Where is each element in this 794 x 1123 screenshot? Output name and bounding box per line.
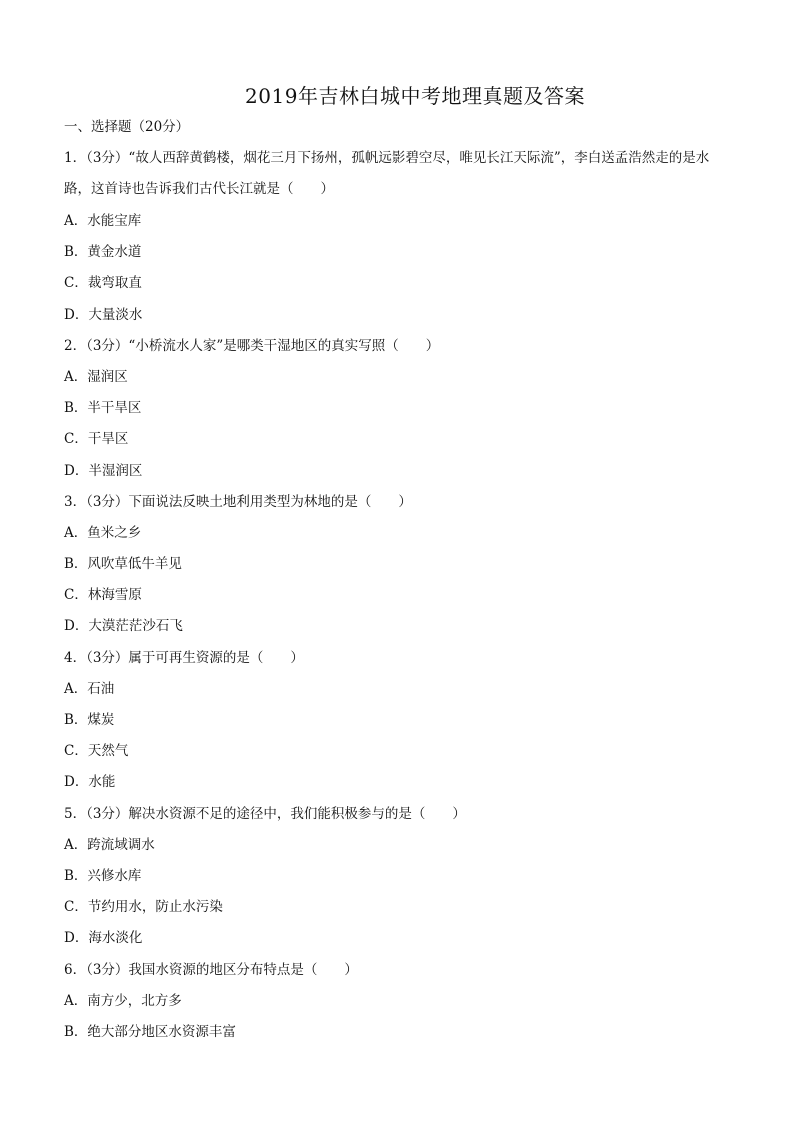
document-title: 2019年吉林白城中考地理真题及答案 [245, 84, 585, 108]
question-6-stem: 6．（3分）我国水资源的地区分布特点是（ ） [64, 961, 358, 978]
question-4-stem: 4．（3分）属于可再生资源的是（ ） [64, 649, 304, 666]
question-4-option-a: A．石油 [64, 680, 115, 697]
question-6-option-b: B．绝大部分地区水资源丰富 [64, 1023, 236, 1040]
question-2-option-b: B．半干旱区 [64, 400, 142, 417]
question-4-option-b: B．煤炭 [64, 712, 115, 728]
question-1-option-d: D．大量淡水 [64, 306, 143, 323]
question-5-option-d: D．海水淡化 [64, 930, 143, 947]
question-3-stem: 3．（3分）下面说法反映土地利用类型为林地的是（ ） [64, 493, 412, 510]
question-3-option-b: B．风吹草低牛羊见 [64, 556, 182, 573]
question-1-option-a: A．水能宝库 [64, 213, 142, 229]
question-5-option-a: A．跨流域调水 [64, 836, 155, 853]
question-4-option-c: C．天然气 [64, 743, 129, 760]
section-heading: 一、选择题（20分） [64, 119, 190, 135]
question-2-option-c: C．干旱区 [64, 431, 129, 448]
question-2-stem: 2．（3分）“小桥流水人家”是哪类干湿地区的真实写照（ ） [64, 337, 440, 354]
question-2-option-d: D．半湿润区 [64, 462, 143, 479]
question-5-option-c: C．节约用水，防止水污染 [64, 899, 223, 916]
question-3-option-c: C．林海雪原 [64, 587, 142, 604]
question-5-option-b: B．兴修水库 [64, 867, 142, 884]
question-5-stem: 5．（3分）解决水资源不足的途径中，我们能积极参与的是（ ） [64, 805, 466, 822]
question-3-option-d: D．大漠茫茫沙石飞 [64, 618, 183, 635]
question-1-stem: 1．（3分）“故人西辞黄鹤楼，烟花三月下扬州，孤帆远影碧空尽，唯见长江天际流”，李白送孟浩然走的是水路，这首诗也告诉我们古代长江就是（ ） [64, 150, 710, 197]
question-1-option-b: B．黄金水道 [64, 244, 142, 261]
question-3-option-a: A．鱼米之乡 [64, 524, 142, 541]
question-2-option-a: A．湿润区 [64, 368, 128, 385]
document-body [64, 116, 734, 1052]
question-6-option-a: A．南方少，北方多 [64, 992, 182, 1009]
question-4-option-d: D．水能 [64, 774, 116, 791]
question-1-option-c: C．裁弯取直 [64, 275, 142, 292]
